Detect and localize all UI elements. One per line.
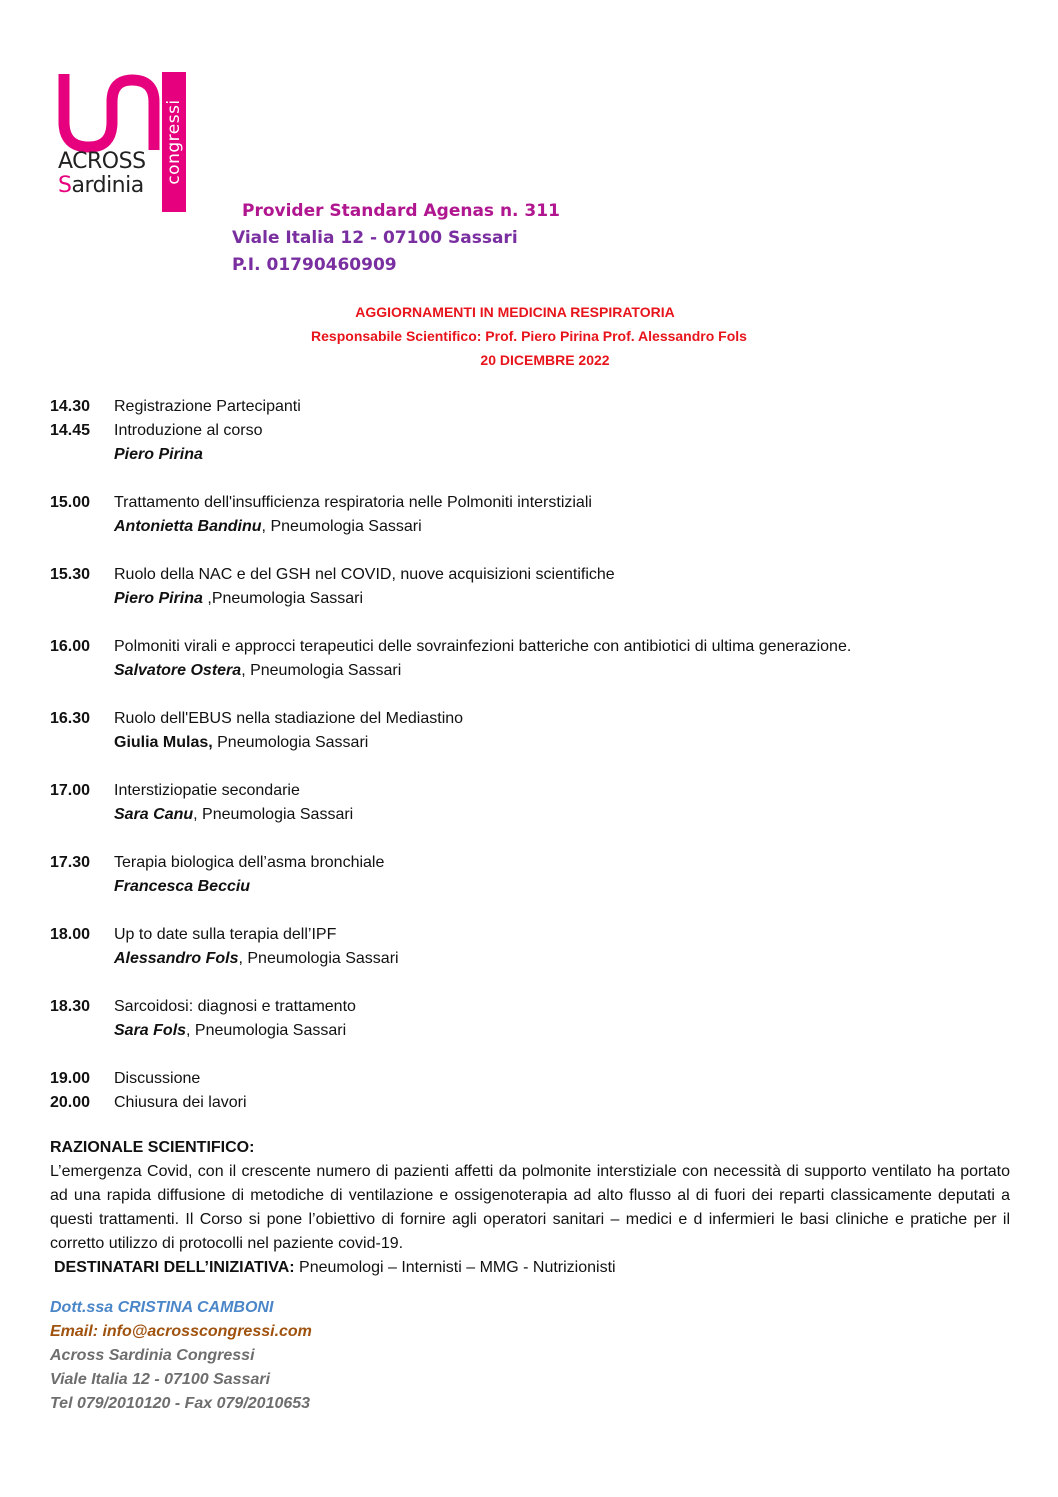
program-time: 15.00: [50, 494, 91, 511]
program-speaker: [50, 587, 1010, 611]
program-time: 16.30: [50, 710, 91, 727]
contact-company: Across Sardinia Congressi: [50, 1347, 255, 1364]
program-time: 17.30: [50, 854, 91, 871]
program-item: [50, 1067, 1010, 1091]
logo-sardinia-initial: S: [58, 173, 72, 198]
program-title: Introduzione al corso: [114, 422, 263, 439]
target-value: Pneumologi – Internisti – MMG - Nutrizionisti: [294, 1259, 616, 1276]
rationale-section: [50, 1136, 1010, 1280]
program-time: 16.00: [50, 638, 91, 655]
logo-sardinia-rest: ardinia: [71, 173, 144, 198]
logo-side-text: congressi: [164, 99, 184, 185]
program-title: Sarcoidosi: diagnosi e trattamento: [114, 998, 356, 1015]
program-item: [50, 995, 1010, 1019]
program-item: [50, 419, 1010, 443]
program-time: 19.00: [50, 1070, 91, 1087]
program-list: [50, 395, 1010, 1115]
program-speaker: [50, 947, 1010, 971]
program-time: 14.30: [50, 398, 91, 415]
program-item: [50, 563, 1010, 587]
program-item: [50, 779, 1010, 803]
speaker-name: Sara Fols: [114, 1022, 187, 1039]
program-speaker: [50, 443, 1010, 467]
provider-info: [232, 198, 560, 279]
program-speaker: [50, 1019, 1010, 1043]
speaker-name: Antonietta Bandinu: [114, 518, 262, 535]
speaker-affiliation: , Pneumologia Sassari: [238, 950, 399, 967]
event-header: [0, 300, 1058, 372]
target-audience: [50, 1256, 1010, 1280]
program-title: Trattamento dell'insufficienza respiratoria nelle Polmoniti interstiziali: [114, 494, 592, 511]
program-item: [50, 635, 1010, 659]
event-date: 20 DICEMBRE 2022: [480, 352, 610, 368]
speaker-name: Giulia Mulas,: [114, 734, 213, 751]
program-item: [50, 851, 1010, 875]
rationale-text: L’emergenza Covid, con il crescente numero di pazienti affetti da polmonite interstiziale con necessità di supporto ventilato ha portato ad una rapida diffusione di metodiche di ventilazione e ossigenoterapia ad alto flusso al di fuori dei reparti classicamente deputati a questi trattamenti. Il Corso si pone l’obiettivo di fornire agli operatori sanitari – medici e d infermieri le basi cliniche e pratiche per il corretto utilizzo di protocolli nel paziente covid-19.: [50, 1163, 1010, 1252]
logo-side-bar: [162, 72, 186, 212]
speaker-name: Salvatore Ostera: [114, 662, 242, 679]
provider-vat: P.I. 01790460909: [232, 255, 397, 275]
program-title: Registrazione Partecipanti: [114, 398, 301, 415]
program-time: 17.00: [50, 782, 91, 799]
program-title: Ruolo della NAC e del GSH nel COVID, nuove acquisizioni scientifiche: [114, 566, 615, 583]
provider-address: Viale Italia 12 - 07100 Sassari: [232, 228, 518, 248]
program-time: 18.00: [50, 926, 91, 943]
program-item: [50, 1091, 1010, 1115]
contact-name: Dott.ssa CRISTINA CAMBONI: [50, 1299, 274, 1316]
speaker-affiliation: , Pneumologia Sassari: [241, 662, 402, 679]
program-title: Terapia biologica dell’asma bronchiale: [114, 854, 385, 871]
program-time: 14.45: [50, 422, 91, 439]
program-title: Up to date sulla terapia dell’IPF: [114, 926, 337, 943]
speaker-name: Piero Pirina: [114, 590, 203, 607]
contact-phone: Tel 079/2010120 - Fax 079/2010653: [50, 1395, 311, 1412]
program-speaker: [50, 731, 1010, 755]
program-time: 15.30: [50, 566, 91, 583]
speaker-affiliation: , Pneumologia Sassari: [186, 1022, 347, 1039]
contact-address: Viale Italia 12 - 07100 Sassari: [50, 1371, 271, 1388]
program-item: [50, 707, 1010, 731]
logo-sardinia: [58, 174, 144, 198]
speaker-name: Alessandro Fols: [114, 950, 239, 967]
program-speaker: [50, 803, 1010, 827]
program-speaker: [50, 659, 1010, 683]
program-time: 20.00: [50, 1094, 91, 1111]
speaker-affiliation: ,Pneumologia Sassari: [202, 590, 364, 607]
speaker-name: Piero Pirina: [114, 446, 203, 463]
program-title: Discussione: [114, 1070, 201, 1087]
logo-across: ACROSS: [58, 149, 146, 174]
speaker-name: Sara Canu: [114, 806, 194, 823]
speaker-name: Francesca Becciu: [114, 878, 251, 895]
program-item: [50, 923, 1010, 947]
speaker-affiliation: , Pneumologia Sassari: [193, 806, 354, 823]
rationale-heading: RAZIONALE SCIENTIFICO:: [50, 1139, 255, 1156]
speaker-affiliation: , Pneumologia Sassari: [261, 518, 422, 535]
program-item: [50, 395, 1010, 419]
speaker-affiliation: Pneumologia Sassari: [212, 734, 369, 751]
event-title: AGGIORNAMENTI IN MEDICINA RESPIRATORIA: [355, 304, 675, 320]
contact-email[interactable]: Email: info@acrosscongressi.com: [50, 1323, 312, 1340]
program-time: 18.30: [50, 998, 91, 1015]
program-title: Chiusura dei lavori: [114, 1094, 247, 1111]
program-item: [50, 491, 1010, 515]
provider-line: Provider Standard Agenas n. 311: [242, 201, 560, 221]
program-title: Polmoniti virali e approcci terapeutici delle sovrainfezioni batteriche con antibiotici di ultima generazione.: [114, 638, 852, 655]
target-label: DESTINATARI DELL’INIZIATIVA:: [54, 1259, 295, 1276]
event-responsabile: Responsabile Scientifico: Prof. Piero Pirina Prof. Alessandro Fols: [311, 328, 747, 344]
program-title: Interstiziopatie secondarie: [114, 782, 300, 799]
contact-block: [50, 1296, 312, 1416]
program-title: Ruolo dell'EBUS nella stadiazione del Mediastino: [114, 710, 464, 727]
program-speaker: [50, 875, 1010, 899]
program-speaker: [50, 515, 1010, 539]
